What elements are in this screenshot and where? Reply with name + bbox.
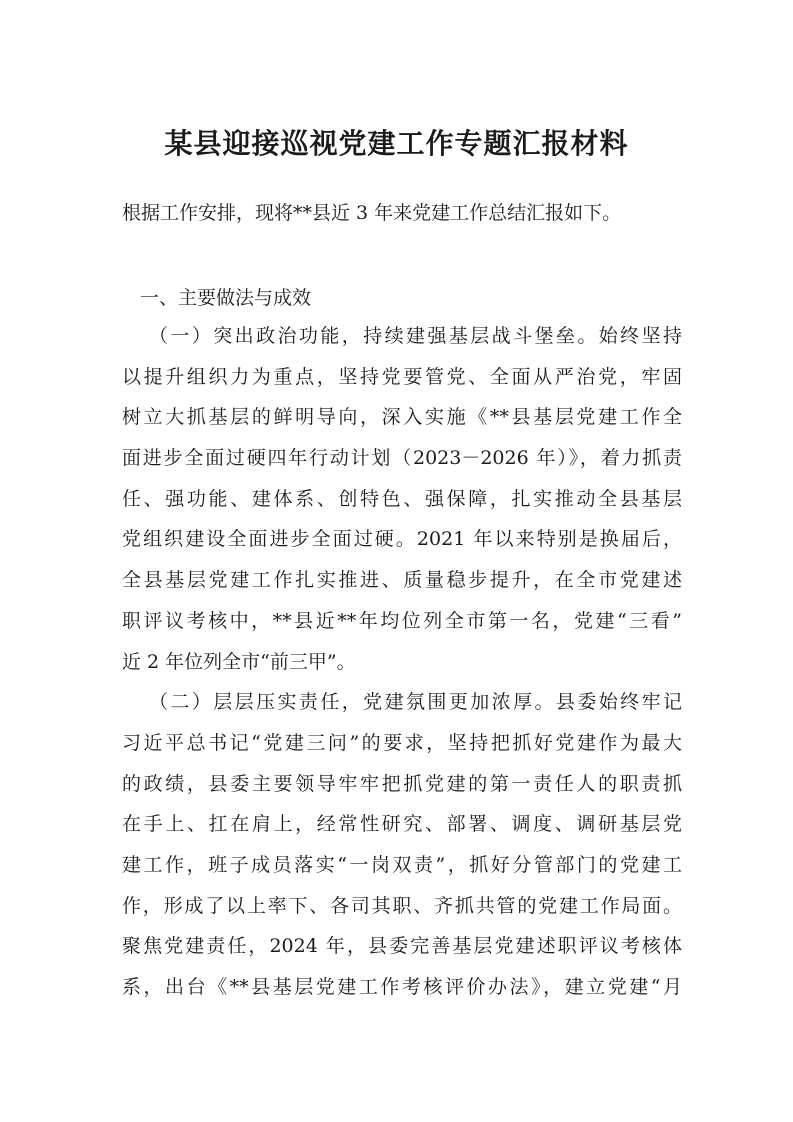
body-line: 习近平总书记“党建三问”的要求，坚持把抓好党建作为最大 xyxy=(122,731,682,754)
body-line: 作，形成了以上率下、各司其职、齐抓共管的党建工作局面。 xyxy=(122,894,682,917)
intro-paragraph: 根据工作安排，现将**县近 3 年来党建工作总结汇报如下。 xyxy=(122,202,622,224)
body-line: 建工作，班子成员落实“一岗双责”，抓好分管部门的党建工 xyxy=(122,853,682,876)
body-line: 全县基层党建工作扎实推进、质量稳步提升，在全市党建述 xyxy=(122,569,682,592)
document-title: 某县迎接巡视党建工作专题汇报材料 xyxy=(164,127,629,160)
body-line: 近 2 年位列全市“前三甲”。 xyxy=(122,650,356,673)
body-line: 面进步全面过硬四年行动计划（2023－2026 年）》，着力抓责 xyxy=(122,447,682,470)
section-heading: 一、主要做法与成效 xyxy=(140,287,312,309)
body-line: （一）突出政治功能，持续建强基层战斗堡垒。始终坚持 xyxy=(149,325,682,347)
body-line: 以提升组织力为重点，坚持党要管党、全面从严治党，牢固 xyxy=(122,365,682,388)
body-text xyxy=(122,316,682,1008)
body-line: 职评议考核中，**县近**年均位列全市第一名，党建“三看” xyxy=(122,609,682,632)
body-line: 系，出台《**县基层党建工作考核评价办法》，建立党建“月 xyxy=(122,976,682,998)
body-line: （二）层层压实责任，党建氛围更加浓厚。县委始终牢记 xyxy=(149,691,682,714)
body-line: 的政绩，县委主要领导牢牢把抓党建的第一责任人的职责抓 xyxy=(122,772,682,795)
body-line: 树立大抓基层的鲜明导向，深入实施《**县基层党建工作全 xyxy=(122,406,682,429)
body-line: 在手上、扛在肩上，经常性研究、部署、调度、调研基层党 xyxy=(122,813,682,836)
body-line: 任、强功能、建体系、创特色、强保障，扎实推动全县基层 xyxy=(122,487,682,510)
body-line: 党组织建设全面进步全面过硬。2021 年以来特别是换届后， xyxy=(122,528,682,551)
body-line: 聚焦党建责任，2024 年，县委完善基层党建述职评议考核体 xyxy=(122,935,682,958)
